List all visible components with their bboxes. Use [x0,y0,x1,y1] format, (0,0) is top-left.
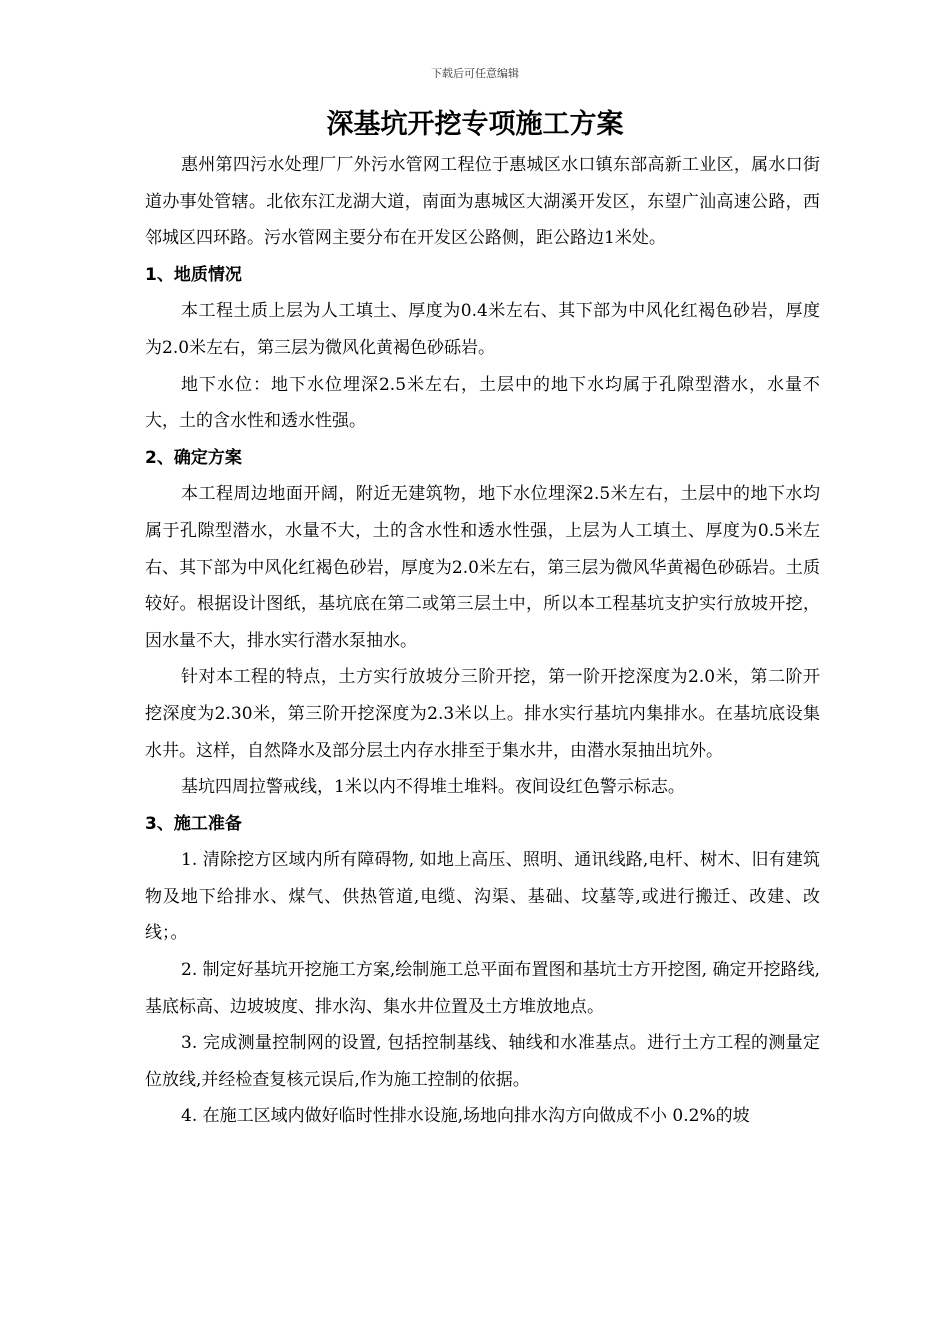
preparation-item-2: 2. 制定好基坑开挖施工方案,绘制施工总平面布置图和基坑士方开挖图, 确定开挖路线,基底标高、边坡坡度、排水沟、集水井位置及土方堆放地点。 [145,960,820,1017]
section-heading-geology: 1、地质情况 [145,264,242,285]
preparation-item-3: 3. 完成测量控制网的设置, 包括控制基线、轴线和水准基点。进行土方工程的测量定位放线,并经检查复核元误后,作为施工控制的依据。 [145,1033,820,1090]
intro-paragraph: 惠州第四污水处理厂厂外污水管网工程位于惠城区水口镇东部高新工业区，属水口街道办事处管辖。北依东江龙湖大道，南面为惠城区大湖溪开发区，东望广汕高速公路，西邻城区四环路。污水管网主要分布在开发区公路侧，距公路边1米处。 [145,155,820,249]
geology-paragraph-1: 本工程土质上层为人工填土、厚度为0.4米左右、其下部为中风化红褐色砂岩，厚度为2.0米左右，第三层为微风化黄褐色砂砾岩。 [145,301,820,358]
plan-paragraph-3: 基坑四周拉警戒线，1米以内不得堆土堆料。夜间设红色警示标志。 [181,777,685,798]
plan-paragraph-1: 本工程周边地面开阔，附近无建筑物，地下水位埋深2.5米左右，土层中的地下水均属于孔隙型潜水，水量不大，土的含水性和透水性强，上层为人工填土、厚度为0.5米左右、其下部为中风化红褐色砂岩，厚度为2.0米左右，第三层为微风华黄褐色砂砾岩。土质较好。根据设计图纸，基坑底在第二或第三层土中，所以本工程基坑支护实行放坡开挖，因水量不大，排水实行潜水泵抽水。 [145,484,820,651]
preparation-item-1: 1. 清除挖方区域内所有障碍物, 如地上高压、照明、通讯线路,电杆、树木、旧有建筑物及地下给排水、煤气、供热管道,电缆、沟渠、基础、坟墓等,或进行搬迁、改建、改线；。 [145,850,820,944]
plan-paragraph-2: 针对本工程的特点，土方实行放坡分三阶开挖，第一阶开挖深度为2.0米，第二阶开挖深度为2.30米，第三阶开挖深度为2.3米以上。排水实行基坑内集排水。在基坑底设集水井。这样，自然降水及部分层土内存水排至于集水井，由潜水泵抽出坑外。 [145,667,820,761]
section-heading-preparation: 3、施工准备 [145,813,242,834]
preparation-item-4: 4. 在施工区域内做好临时性排水设施,场地向排水沟方向做成不小 0.2%的坡 [181,1106,750,1127]
header-note: 下载后可任意编辑 [431,67,519,80]
document-body [145,147,820,1135]
section-heading-plan: 2、确定方案 [145,447,242,468]
document-title: 深基坑开挖专项施工方案 [326,109,624,140]
geology-paragraph-2: 地下水位：地下水位埋深2.5米左右，土层中的地下水均属于孔隙型潜水，水量不大，土的含水性和透水性强。 [145,374,820,432]
